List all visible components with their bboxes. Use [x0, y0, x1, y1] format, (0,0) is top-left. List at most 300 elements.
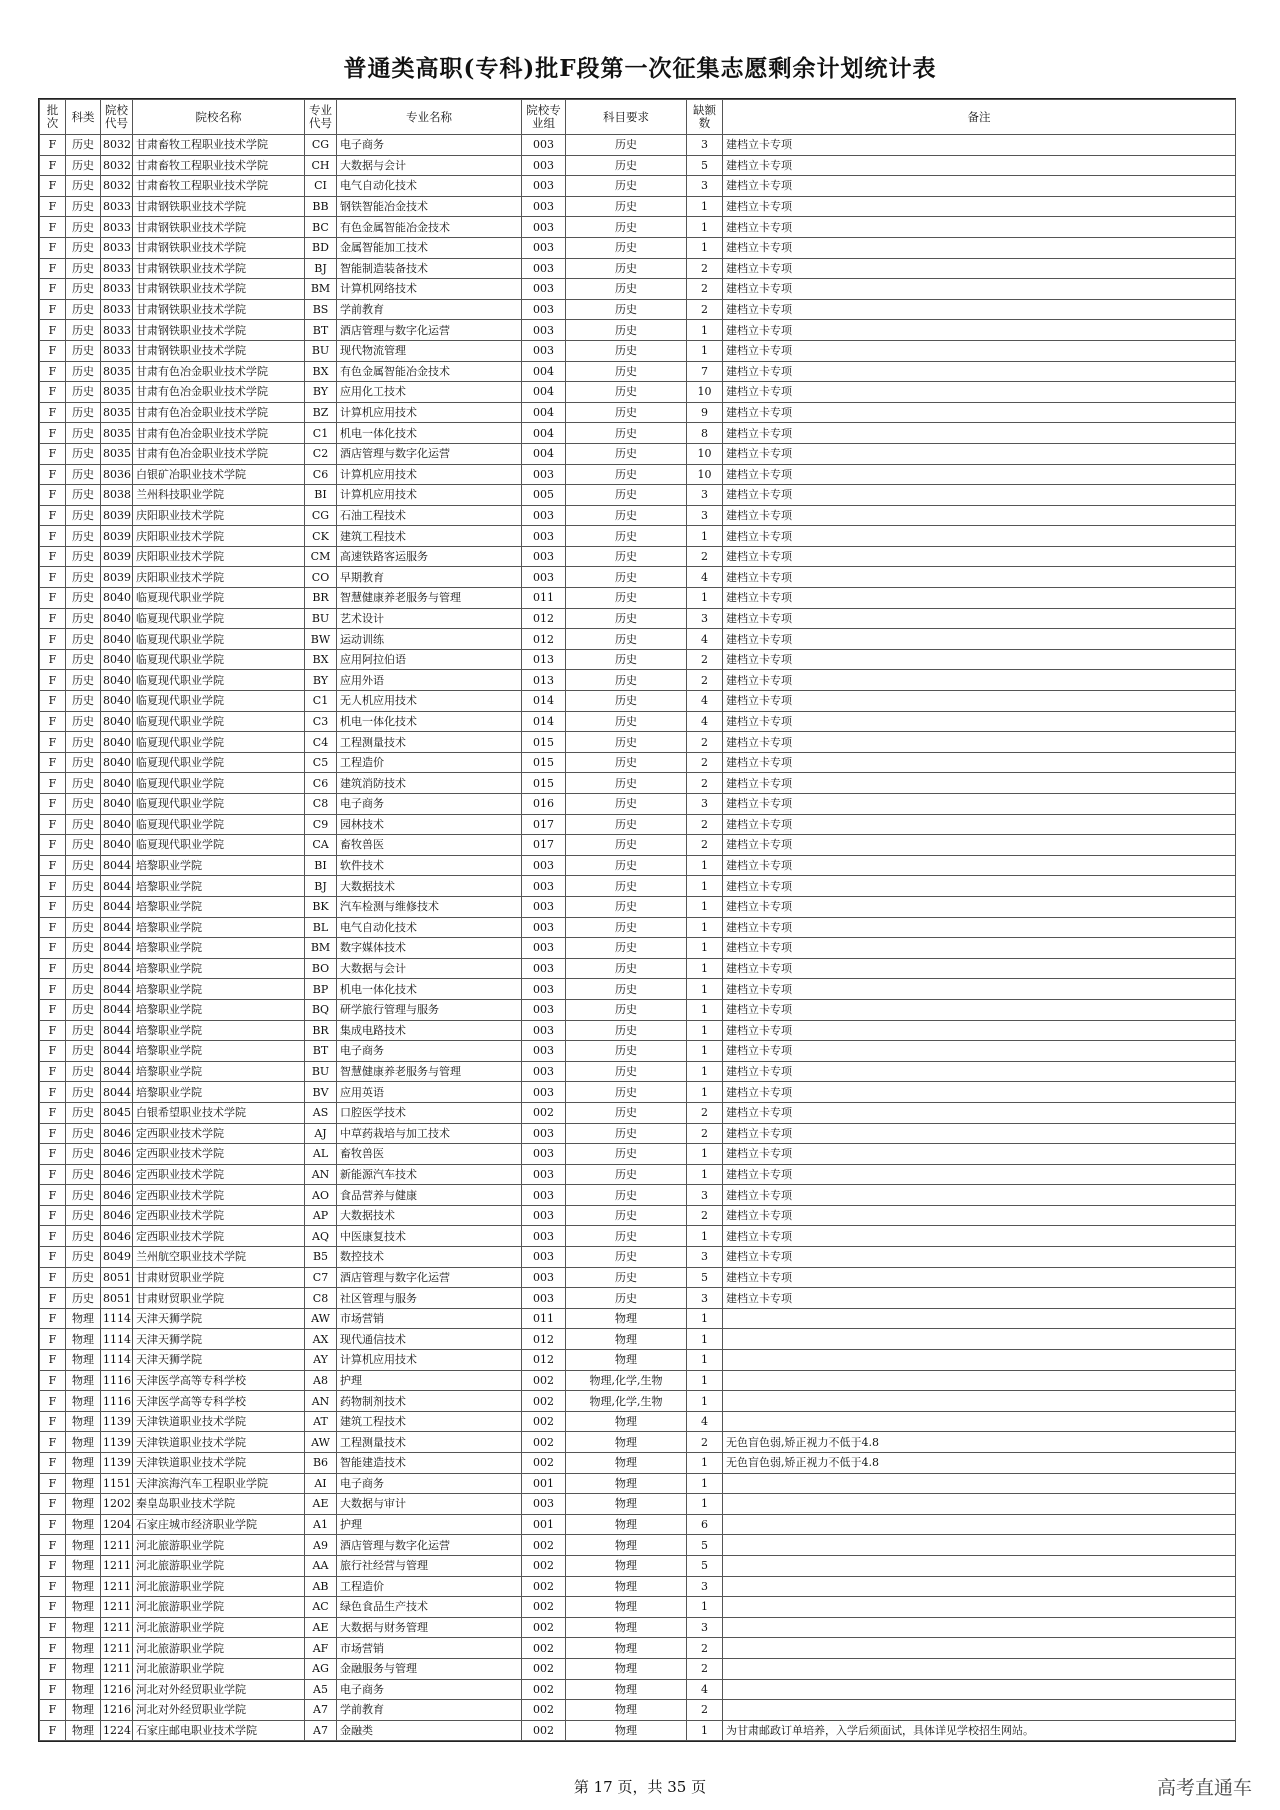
cell-remarks — [723, 1514, 1236, 1535]
header-major-group: 院校专业组 — [522, 100, 566, 135]
cell-school-name: 定西职业技术学院 — [133, 1164, 305, 1185]
cell-remarks: 建档立卡专项 — [723, 752, 1236, 773]
cell-category: 历史 — [66, 320, 101, 341]
cell-school-code: 8035 — [101, 443, 133, 464]
cell-school-name: 甘肃有色冶金职业技术学院 — [133, 423, 305, 444]
cell-remarks: 建档立卡专项 — [723, 237, 1236, 258]
table-row — [40, 1350, 1236, 1371]
cell-batch: F — [40, 1391, 66, 1412]
cell-school-code: 8044 — [101, 1082, 133, 1103]
table-row — [40, 1658, 1236, 1679]
cell-batch: F — [40, 217, 66, 238]
cell-subject-req: 历史 — [566, 176, 687, 197]
cell-batch: F — [40, 340, 66, 361]
cell-category: 物理 — [66, 1391, 101, 1412]
cell-subject-req: 历史 — [566, 691, 687, 712]
cell-school-code: 1114 — [101, 1350, 133, 1371]
table-row — [40, 1555, 1236, 1576]
cell-school-name: 天津滨海汽车工程职业学院 — [133, 1473, 305, 1494]
cell-major-code: CO — [305, 567, 337, 588]
cell-remarks: 建档立卡专项 — [723, 1020, 1236, 1041]
cell-remarks — [723, 1350, 1236, 1371]
cell-subject-req: 历史 — [566, 629, 687, 650]
cell-major-group: 002 — [522, 1102, 566, 1123]
cell-category: 物理 — [66, 1350, 101, 1371]
cell-school-code: 8033 — [101, 237, 133, 258]
cell-school-name: 临夏现代职业学院 — [133, 732, 305, 753]
cell-school-name: 天津铁道职业技术学院 — [133, 1432, 305, 1453]
cell-subject-req: 历史 — [566, 855, 687, 876]
cell-vacancy: 1 — [687, 958, 723, 979]
cell-vacancy: 1 — [687, 917, 723, 938]
cell-subject-req: 历史 — [566, 1041, 687, 1062]
cell-batch: F — [40, 1453, 66, 1474]
cell-category: 历史 — [66, 958, 101, 979]
table-row — [40, 732, 1236, 753]
cell-vacancy: 10 — [687, 443, 723, 464]
cell-vacancy: 1 — [687, 896, 723, 917]
cell-batch: F — [40, 711, 66, 732]
plan-table-container — [38, 98, 1236, 1742]
cell-category: 历史 — [66, 1288, 101, 1309]
cell-category: 历史 — [66, 855, 101, 876]
cell-major-name: 应用外语 — [337, 670, 522, 691]
cell-school-name: 甘肃钢铁职业技术学院 — [133, 217, 305, 238]
cell-major-code: BJ — [305, 258, 337, 279]
cell-batch: F — [40, 1288, 66, 1309]
cell-major-name: 有色金属智能冶金技术 — [337, 361, 522, 382]
cell-subject-req: 历史 — [566, 299, 687, 320]
table-row — [40, 1205, 1236, 1226]
cell-remarks: 建档立卡专项 — [723, 979, 1236, 1000]
cell-batch: F — [40, 629, 66, 650]
cell-school-name: 培黎职业学院 — [133, 1020, 305, 1041]
cell-major-group: 003 — [522, 546, 566, 567]
cell-subject-req: 物理 — [566, 1453, 687, 1474]
cell-remarks: 建档立卡专项 — [723, 340, 1236, 361]
cell-vacancy: 1 — [687, 1020, 723, 1041]
cell-remarks — [723, 1617, 1236, 1638]
cell-subject-req: 历史 — [566, 958, 687, 979]
cell-major-name: 电子商务 — [337, 1473, 522, 1494]
cell-major-group: 013 — [522, 649, 566, 670]
cell-vacancy: 6 — [687, 1514, 723, 1535]
cell-school-name: 河北旅游职业学院 — [133, 1617, 305, 1638]
cell-major-code: BY — [305, 382, 337, 403]
cell-school-code: 8051 — [101, 1267, 133, 1288]
table-row — [40, 1411, 1236, 1432]
cell-vacancy: 2 — [687, 258, 723, 279]
cell-major-name: 电气自动化技术 — [337, 176, 522, 197]
table-row — [40, 1370, 1236, 1391]
cell-remarks: 建档立卡专项 — [723, 361, 1236, 382]
cell-batch: F — [40, 732, 66, 753]
cell-school-code: 8046 — [101, 1123, 133, 1144]
header-remarks: 备注 — [723, 100, 1236, 135]
cell-subject-req: 历史 — [566, 258, 687, 279]
cell-major-code: A7 — [305, 1720, 337, 1741]
cell-major-code: AE — [305, 1617, 337, 1638]
cell-school-name: 白银希望职业技术学院 — [133, 1102, 305, 1123]
cell-vacancy: 2 — [687, 835, 723, 856]
cell-subject-req: 物理 — [566, 1597, 687, 1618]
cell-major-code: AY — [305, 1350, 337, 1371]
cell-major-code: BI — [305, 855, 337, 876]
cell-remarks: 建档立卡专项 — [723, 691, 1236, 712]
cell-category: 历史 — [66, 464, 101, 485]
cell-batch: F — [40, 1164, 66, 1185]
cell-major-name: 护理 — [337, 1514, 522, 1535]
cell-school-name: 天津铁道职业技术学院 — [133, 1411, 305, 1432]
cell-major-code: A1 — [305, 1514, 337, 1535]
cell-major-code: BZ — [305, 402, 337, 423]
cell-subject-req: 历史 — [566, 711, 687, 732]
cell-remarks: 建档立卡专项 — [723, 896, 1236, 917]
cell-subject-req: 历史 — [566, 485, 687, 506]
cell-major-code: BR — [305, 1020, 337, 1041]
cell-vacancy: 1 — [687, 1494, 723, 1515]
table-row — [40, 649, 1236, 670]
cell-category: 历史 — [66, 1144, 101, 1165]
cell-remarks: 建档立卡专项 — [723, 196, 1236, 217]
cell-school-code: 8033 — [101, 340, 133, 361]
cell-major-name: 学前教育 — [337, 299, 522, 320]
cell-major-group: 002 — [522, 1576, 566, 1597]
cell-major-code: BO — [305, 958, 337, 979]
cell-major-group: 003 — [522, 1205, 566, 1226]
cell-school-name: 培黎职业学院 — [133, 876, 305, 897]
cell-vacancy: 2 — [687, 1658, 723, 1679]
cell-category: 物理 — [66, 1679, 101, 1700]
cell-school-name: 甘肃有色冶金职业技术学院 — [133, 361, 305, 382]
cell-school-code: 1224 — [101, 1720, 133, 1741]
cell-major-group: 003 — [522, 896, 566, 917]
cell-batch: F — [40, 1700, 66, 1721]
cell-remarks — [723, 1473, 1236, 1494]
cell-major-group: 002 — [522, 1535, 566, 1556]
cell-category: 历史 — [66, 423, 101, 444]
cell-vacancy: 2 — [687, 546, 723, 567]
cell-major-name: 金属智能加工技术 — [337, 237, 522, 258]
cell-batch: F — [40, 1638, 66, 1659]
cell-batch: F — [40, 135, 66, 156]
table-row — [40, 546, 1236, 567]
table-row — [40, 711, 1236, 732]
cell-major-name: 早期教育 — [337, 567, 522, 588]
cell-batch: F — [40, 1535, 66, 1556]
cell-batch: F — [40, 361, 66, 382]
cell-school-code: 8033 — [101, 320, 133, 341]
cell-batch: F — [40, 1514, 66, 1535]
cell-category: 历史 — [66, 299, 101, 320]
cell-category: 历史 — [66, 279, 101, 300]
header-vacancy: 缺额数 — [687, 100, 723, 135]
cell-batch: F — [40, 1432, 66, 1453]
cell-batch: F — [40, 588, 66, 609]
cell-category: 历史 — [66, 1102, 101, 1123]
cell-vacancy: 1 — [687, 1370, 723, 1391]
cell-subject-req: 历史 — [566, 340, 687, 361]
cell-major-code: AL — [305, 1144, 337, 1165]
cell-remarks: 建档立卡专项 — [723, 711, 1236, 732]
cell-school-name: 临夏现代职业学院 — [133, 794, 305, 815]
cell-major-code: BD — [305, 237, 337, 258]
cell-major-code: C4 — [305, 732, 337, 753]
cell-major-group: 002 — [522, 1453, 566, 1474]
table-row — [40, 629, 1236, 650]
cell-batch: F — [40, 752, 66, 773]
cell-major-code: B5 — [305, 1247, 337, 1268]
cell-vacancy: 2 — [687, 814, 723, 835]
cell-vacancy: 2 — [687, 279, 723, 300]
cell-subject-req: 历史 — [566, 546, 687, 567]
cell-school-name: 临夏现代职业学院 — [133, 691, 305, 712]
cell-remarks: 建档立卡专项 — [723, 485, 1236, 506]
cell-major-name: 畜牧兽医 — [337, 835, 522, 856]
cell-major-name: 园林技术 — [337, 814, 522, 835]
table-row — [40, 1494, 1236, 1515]
table-row — [40, 876, 1236, 897]
cell-school-code: 8044 — [101, 855, 133, 876]
cell-major-name: 酒店管理与数字化运营 — [337, 320, 522, 341]
cell-remarks — [723, 1555, 1236, 1576]
cell-remarks: 建档立卡专项 — [723, 176, 1236, 197]
cell-vacancy: 2 — [687, 1700, 723, 1721]
cell-school-code: 1114 — [101, 1329, 133, 1350]
cell-major-name: 数控技术 — [337, 1247, 522, 1268]
cell-vacancy: 1 — [687, 588, 723, 609]
cell-category: 历史 — [66, 485, 101, 506]
cell-school-name: 兰州科技职业学院 — [133, 485, 305, 506]
cell-major-name: 电子商务 — [337, 135, 522, 156]
cell-subject-req: 历史 — [566, 505, 687, 526]
cell-school-code: 8040 — [101, 814, 133, 835]
cell-vacancy: 10 — [687, 464, 723, 485]
cell-major-group: 003 — [522, 135, 566, 156]
table-row — [40, 1453, 1236, 1474]
cell-major-group: 017 — [522, 814, 566, 835]
cell-major-code: AW — [305, 1308, 337, 1329]
cell-major-name: 金融类 — [337, 1720, 522, 1741]
cell-school-name: 秦皇岛职业技术学院 — [133, 1494, 305, 1515]
cell-major-name: 酒店管理与数字化运营 — [337, 1267, 522, 1288]
cell-school-name: 甘肃畜牧工程职业技术学院 — [133, 135, 305, 156]
cell-batch: F — [40, 1617, 66, 1638]
cell-remarks: 建档立卡专项 — [723, 402, 1236, 423]
cell-major-name: 酒店管理与数字化运营 — [337, 443, 522, 464]
cell-subject-req: 历史 — [566, 979, 687, 1000]
cell-major-group: 003 — [522, 999, 566, 1020]
cell-category: 物理 — [66, 1555, 101, 1576]
cell-major-group: 016 — [522, 794, 566, 815]
cell-major-group: 003 — [522, 1185, 566, 1206]
cell-school-name: 临夏现代职业学院 — [133, 588, 305, 609]
cell-major-name: 计算机网络技术 — [337, 279, 522, 300]
cell-major-name: 大数据技术 — [337, 876, 522, 897]
cell-school-name: 培黎职业学院 — [133, 938, 305, 959]
page-title: 普通类高职(专科)批F段第一次征集志愿剩余计划统计表 — [343, 55, 937, 82]
cell-vacancy: 2 — [687, 752, 723, 773]
cell-major-code: AN — [305, 1164, 337, 1185]
table-row — [40, 1679, 1236, 1700]
cell-school-code: 1116 — [101, 1391, 133, 1412]
cell-remarks: 建档立卡专项 — [723, 608, 1236, 629]
table-row — [40, 443, 1236, 464]
cell-category: 历史 — [66, 794, 101, 815]
cell-major-group: 002 — [522, 1432, 566, 1453]
table-row — [40, 423, 1236, 444]
cell-category: 物理 — [66, 1453, 101, 1474]
cell-remarks: 建档立卡专项 — [723, 546, 1236, 567]
cell-school-code: 8040 — [101, 773, 133, 794]
cell-school-name: 河北旅游职业学院 — [133, 1597, 305, 1618]
cell-major-code: BB — [305, 196, 337, 217]
cell-school-code: 1139 — [101, 1411, 133, 1432]
cell-batch: F — [40, 258, 66, 279]
cell-school-name: 甘肃钢铁职业技术学院 — [133, 320, 305, 341]
cell-major-name: 大数据技术 — [337, 1205, 522, 1226]
cell-major-code: BM — [305, 938, 337, 959]
cell-batch: F — [40, 1226, 66, 1247]
cell-subject-req: 历史 — [566, 567, 687, 588]
cell-school-name: 培黎职业学院 — [133, 1082, 305, 1103]
header-category: 科类 — [66, 100, 101, 135]
cell-batch: F — [40, 176, 66, 197]
cell-major-code: AI — [305, 1473, 337, 1494]
cell-major-code: AE — [305, 1494, 337, 1515]
cell-batch: F — [40, 505, 66, 526]
cell-vacancy: 1 — [687, 196, 723, 217]
cell-major-group: 003 — [522, 1123, 566, 1144]
cell-major-group: 015 — [522, 752, 566, 773]
cell-vacancy: 1 — [687, 1144, 723, 1165]
cell-major-group: 015 — [522, 732, 566, 753]
cell-major-group: 003 — [522, 464, 566, 485]
page-footer: 第 17 页，共 35 页 — [573, 1778, 707, 1796]
header-batch: 批次 — [40, 100, 66, 135]
cell-major-code: BR — [305, 588, 337, 609]
cell-vacancy: 1 — [687, 526, 723, 547]
table-row — [40, 773, 1236, 794]
cell-school-name: 临夏现代职业学院 — [133, 649, 305, 670]
cell-vacancy: 2 — [687, 1638, 723, 1659]
cell-vacancy: 1 — [687, 1329, 723, 1350]
header-subject-req: 科目要求 — [566, 100, 687, 135]
cell-category: 物理 — [66, 1658, 101, 1679]
cell-school-name: 河北旅游职业学院 — [133, 1535, 305, 1556]
cell-major-group: 002 — [522, 1700, 566, 1721]
cell-major-group: 003 — [522, 1020, 566, 1041]
cell-vacancy: 4 — [687, 567, 723, 588]
cell-major-group: 003 — [522, 155, 566, 176]
cell-remarks: 建档立卡专项 — [723, 917, 1236, 938]
cell-category: 物理 — [66, 1638, 101, 1659]
cell-school-code: 8046 — [101, 1226, 133, 1247]
cell-vacancy: 1 — [687, 1473, 723, 1494]
cell-major-group: 005 — [522, 485, 566, 506]
cell-batch: F — [40, 896, 66, 917]
cell-batch: F — [40, 279, 66, 300]
cell-major-code: BM — [305, 279, 337, 300]
cell-major-group: 003 — [522, 299, 566, 320]
cell-remarks — [723, 1638, 1236, 1659]
cell-category: 历史 — [66, 196, 101, 217]
cell-category: 历史 — [66, 896, 101, 917]
cell-school-code: 1211 — [101, 1535, 133, 1556]
cell-batch: F — [40, 876, 66, 897]
cell-subject-req: 历史 — [566, 794, 687, 815]
cell-category: 物理 — [66, 1370, 101, 1391]
cell-school-code: 8040 — [101, 732, 133, 753]
cell-batch: F — [40, 670, 66, 691]
cell-major-group: 015 — [522, 773, 566, 794]
cell-major-name: 应用英语 — [337, 1082, 522, 1103]
cell-school-name: 定西职业技术学院 — [133, 1226, 305, 1247]
cell-subject-req: 历史 — [566, 135, 687, 156]
cell-subject-req: 历史 — [566, 1247, 687, 1268]
cell-subject-req: 历史 — [566, 999, 687, 1020]
cell-school-name: 定西职业技术学院 — [133, 1144, 305, 1165]
cell-vacancy: 1 — [687, 340, 723, 361]
cell-subject-req: 物理,化学,生物 — [566, 1391, 687, 1412]
cell-batch: F — [40, 1144, 66, 1165]
cell-major-group: 003 — [522, 979, 566, 1000]
cell-major-name: 计算机应用技术 — [337, 485, 522, 506]
cell-batch: F — [40, 835, 66, 856]
cell-remarks: 建档立卡专项 — [723, 1082, 1236, 1103]
cell-school-name: 河北对外经贸职业学院 — [133, 1679, 305, 1700]
cell-remarks — [723, 1411, 1236, 1432]
cell-major-code: AS — [305, 1102, 337, 1123]
cell-major-group: 011 — [522, 588, 566, 609]
cell-category: 历史 — [66, 1205, 101, 1226]
cell-major-name: 电气自动化技术 — [337, 917, 522, 938]
cell-major-code: BV — [305, 1082, 337, 1103]
cell-school-name: 定西职业技术学院 — [133, 1185, 305, 1206]
cell-major-name: 高速铁路客运服务 — [337, 546, 522, 567]
cell-remarks: 建档立卡专项 — [723, 155, 1236, 176]
cell-school-code: 8035 — [101, 382, 133, 403]
table-row — [40, 1576, 1236, 1597]
cell-major-group: 002 — [522, 1638, 566, 1659]
cell-major-group: 014 — [522, 711, 566, 732]
cell-category: 历史 — [66, 1041, 101, 1062]
cell-batch: F — [40, 1597, 66, 1618]
cell-remarks: 建档立卡专项 — [723, 1267, 1236, 1288]
cell-school-name: 兰州航空职业技术学院 — [133, 1247, 305, 1268]
cell-school-code: 1202 — [101, 1494, 133, 1515]
table-row — [40, 1597, 1236, 1618]
cell-remarks: 建档立卡专项 — [723, 1123, 1236, 1144]
cell-major-code: A7 — [305, 1700, 337, 1721]
cell-major-code: C3 — [305, 711, 337, 732]
cell-batch: F — [40, 958, 66, 979]
cell-vacancy: 1 — [687, 1453, 723, 1474]
table-row — [40, 361, 1236, 382]
cell-major-name: 应用阿拉伯语 — [337, 649, 522, 670]
cell-school-code: 8040 — [101, 588, 133, 609]
cell-school-code: 8044 — [101, 1041, 133, 1062]
cell-major-code: BK — [305, 896, 337, 917]
cell-major-name: 大数据与财务管理 — [337, 1617, 522, 1638]
cell-vacancy: 9 — [687, 402, 723, 423]
cell-remarks — [723, 1391, 1236, 1412]
cell-batch: F — [40, 1041, 66, 1062]
cell-major-group: 003 — [522, 196, 566, 217]
cell-major-name: 汽车检测与维修技术 — [337, 896, 522, 917]
cell-major-name: 新能源汽车技术 — [337, 1164, 522, 1185]
cell-category: 历史 — [66, 814, 101, 835]
